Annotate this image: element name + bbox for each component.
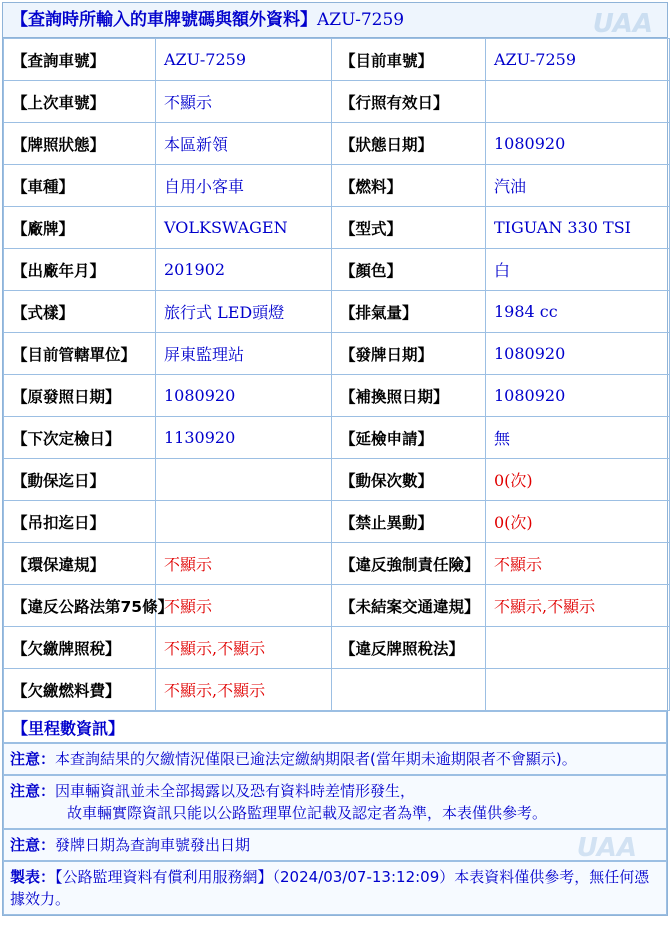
field-value <box>486 81 670 123</box>
field-value: 1080920 <box>486 123 670 165</box>
field-value: 1080920 <box>156 375 332 417</box>
note-line: 因車輛資訊並未全部揭露以及恐有資料時差情形發生， <box>55 782 416 800</box>
note-prefix: 注意： <box>10 782 56 800</box>
field-value: 1130920 <box>156 417 332 459</box>
info-row <box>4 459 670 501</box>
field-value: 汽油 <box>486 165 670 207</box>
info-row <box>4 39 670 81</box>
field-label: 【補換照日期】 <box>332 375 486 417</box>
field-label: 【型式】 <box>332 207 486 249</box>
field-value: 不顯示,不顯示 <box>156 669 332 711</box>
info-row <box>4 585 670 627</box>
field-label: 【吊扣迄日】 <box>4 501 156 543</box>
field-value: 不顯示 <box>156 585 332 627</box>
field-label: 【動保迄日】 <box>4 459 156 501</box>
info-row <box>4 417 670 459</box>
field-value: 白 <box>486 249 670 291</box>
info-row <box>4 207 670 249</box>
field-label: 【違反強制責任險】 <box>332 543 486 585</box>
field-value: 0(次) <box>486 459 670 501</box>
field-label: 【下次定檢日】 <box>4 417 156 459</box>
field-label: 【動保次數】 <box>332 459 486 501</box>
field-label: 【狀態日期】 <box>332 123 486 165</box>
field-value <box>156 501 332 543</box>
note-line: 故車輛實際資訊只能以公路監理單位記載及認定者為準，本表僅供參考。 <box>67 804 548 822</box>
field-value: VOLKSWAGEN <box>156 207 332 249</box>
watermark-logo: UAA <box>592 9 653 39</box>
field-label: 【發牌日期】 <box>332 333 486 375</box>
mileage-table <box>3 711 667 743</box>
report-page <box>2 2 668 916</box>
field-value: 1080920 <box>486 333 670 375</box>
field-value: 不顯示 <box>156 543 332 585</box>
field-label: 【違反牌照稅法】 <box>332 627 486 669</box>
note-prefix: 注意： <box>10 836 56 854</box>
field-value: 不顯示,不顯示 <box>486 585 670 627</box>
info-row <box>4 123 670 165</box>
field-label: 【原發照日期】 <box>4 375 156 417</box>
info-row <box>4 291 670 333</box>
info-row <box>4 165 670 207</box>
field-value: 1984 cc <box>486 291 670 333</box>
field-value: 自用小客車 <box>156 165 332 207</box>
info-row <box>4 375 670 417</box>
note-disclaimer <box>3 775 667 829</box>
field-label: 【查詢車號】 <box>4 39 156 81</box>
field-value: 不顯示 <box>156 81 332 123</box>
field-value: 不顯示 <box>486 543 670 585</box>
field-value: AZU-7259 <box>486 39 670 81</box>
info-row <box>4 627 670 669</box>
footer-credit <box>3 861 667 915</box>
field-label: 【顏色】 <box>332 249 486 291</box>
footer-text: 【公路監理資料有償利用服務網】（2024/03/07-13:12:09）本表資料僅供參考，無任何憑據效力。 <box>10 868 650 908</box>
field-label: 【排氣量】 <box>332 291 486 333</box>
field-label: 【欠繳牌照稅】 <box>4 627 156 669</box>
field-label: 【目前車號】 <box>332 39 486 81</box>
field-label: 【欠繳燃料費】 <box>4 669 156 711</box>
footer-prefix: 製表： <box>10 868 56 886</box>
field-label: 【出廠年月】 <box>4 249 156 291</box>
info-row <box>4 501 670 543</box>
field-label: 【延檢申請】 <box>332 417 486 459</box>
field-value <box>486 627 670 669</box>
field-label: 【未結案交通違規】 <box>332 585 486 627</box>
field-value: 無 <box>486 417 670 459</box>
query-banner <box>3 3 667 38</box>
note-text: 發牌日期為查詢車號發出日期 <box>55 836 251 854</box>
field-value: 不顯示,不顯示 <box>156 627 332 669</box>
note-text: 本查詢結果的欠繳情況僅限已逾法定繳納期限者(當年期未逾期限者不會顯示)。 <box>55 750 577 768</box>
info-row <box>4 249 670 291</box>
field-value: AZU-7259 <box>156 39 332 81</box>
field-label: 【禁止異動】 <box>332 501 486 543</box>
note-prefix: 注意： <box>10 750 56 768</box>
field-value: 旅行式 LED頭燈 <box>156 291 332 333</box>
field-value: 屏東監理站 <box>156 333 332 375</box>
vehicle-info-table <box>3 38 670 711</box>
field-value: 1080920 <box>486 375 670 417</box>
field-label: 【目前管轄單位】 <box>4 333 156 375</box>
field-label: 【車種】 <box>4 165 156 207</box>
field-label: 【上次車號】 <box>4 81 156 123</box>
field-label: 【違反公路法第75條】 <box>4 585 156 627</box>
banner-title: 【查詢時所輸入的車牌號碼與額外資料】 <box>11 10 317 30</box>
field-value: 本區新領 <box>156 123 332 165</box>
field-label: 【行照有效日】 <box>332 81 486 123</box>
mileage-section-title: 【里程數資訊】 <box>4 712 667 743</box>
field-value: 201902 <box>156 249 332 291</box>
note-overdue <box>3 743 667 775</box>
field-value <box>156 459 332 501</box>
note-plate-date <box>3 829 667 861</box>
info-row <box>4 333 670 375</box>
field-value: TIGUAN 330 TSI <box>486 207 670 249</box>
field-label: 【燃料】 <box>332 165 486 207</box>
field-label: 【廠牌】 <box>4 207 156 249</box>
info-row <box>4 543 670 585</box>
watermark-logo: UAA <box>576 833 637 863</box>
info-row <box>4 81 670 123</box>
field-label: 【環保違規】 <box>4 543 156 585</box>
field-label <box>332 669 486 711</box>
field-label: 【牌照狀態】 <box>4 123 156 165</box>
field-label: 【式樣】 <box>4 291 156 333</box>
banner-plate: AZU-7259 <box>317 10 405 30</box>
info-row <box>4 669 670 711</box>
field-value: 0(次) <box>486 501 670 543</box>
field-value <box>486 669 670 711</box>
